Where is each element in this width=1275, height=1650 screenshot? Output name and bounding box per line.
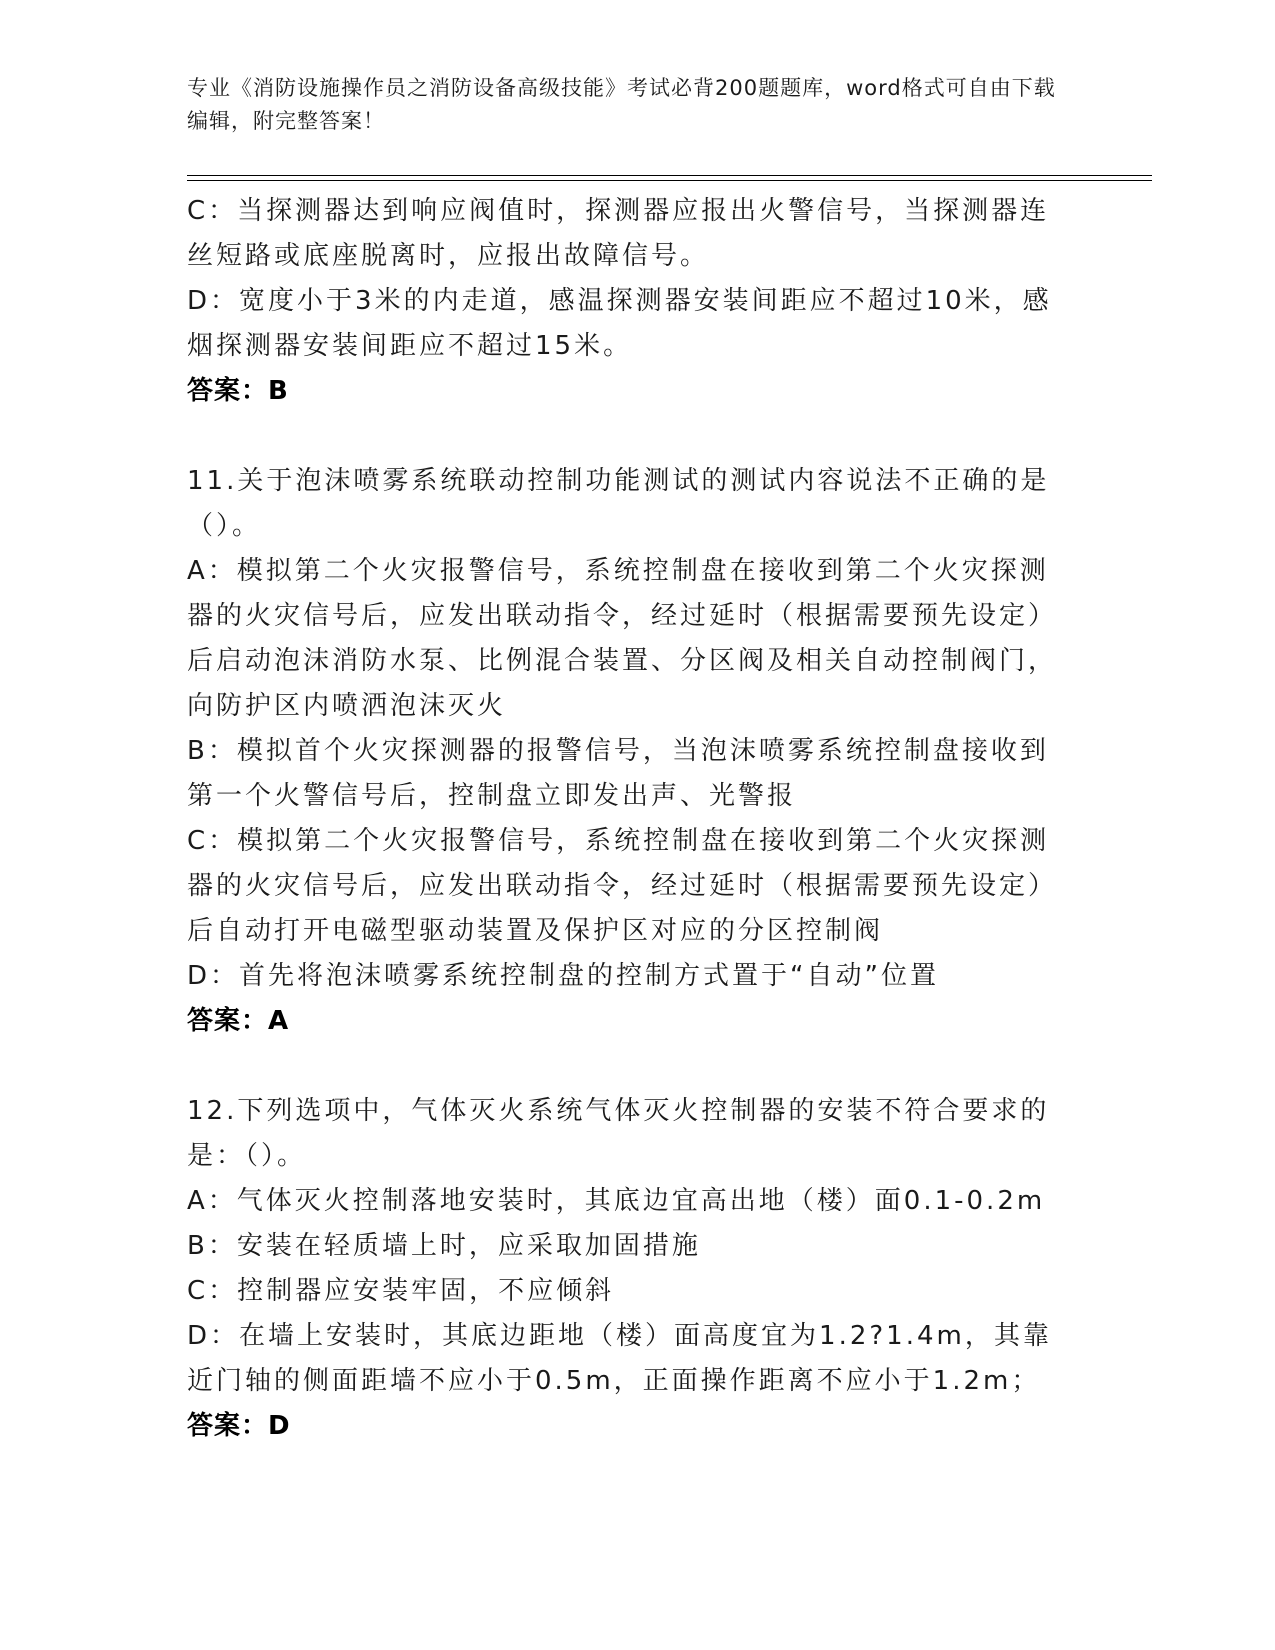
question-12: [187, 1089, 1067, 1449]
answer: 答案：A: [187, 1006, 290, 1036]
spacer: [187, 1044, 1067, 1089]
option-b: B：安装在轻质墙上时，应采取加固措施: [187, 1231, 701, 1261]
option-c: C：模拟第二个火灾报警信号，系统控制盘在接收到第二个火灾探测器的火灾信号后，应发出联动指令，经过延时（根据需要预先设定）后自动打开电磁型驱动装置及保护区对应的分区控制阀: [187, 826, 1058, 946]
option-c: C：控制器应安装牢固，不应倾斜: [187, 1276, 615, 1306]
question-11: [187, 459, 1067, 1044]
question-title: 11.关于泡沫喷雾系统联动控制功能测试的测试内容说法不正确的是（）。: [187, 466, 1050, 541]
option-d: D：宽度小于3米的内走道，感温探测器安装间距应不超过10米，感烟探测器安装间距应不超过15米。: [187, 286, 1052, 361]
option-c: C：当探测器达到响应阀值时，探测器应报出火警信号，当探测器连丝短路或底座脱离时，应报出故障信号。: [187, 196, 1050, 271]
previous-question-tail: [187, 189, 1067, 414]
answer: 答案：D: [187, 1411, 291, 1441]
spacer: [187, 414, 1067, 459]
question-title: 12.下列选项中，气体灭火系统气体灭火控制器的安装不符合要求的是：（）。: [187, 1096, 1050, 1171]
header-divider: [187, 175, 1152, 181]
option-a: A：模拟第二个火灾报警信号，系统控制盘在接收到第二个火灾探测器的火灾信号后，应发出联动指令，经过延时（根据需要预先设定）后启动泡沫消防水泵、比例混合装置、分区阀及相关自动控制阀门，向防护区内喷洒泡沫灭火: [187, 556, 1058, 721]
option-a: A：气体灭火控制落地安装时，其底边宜高出地（楼）面0.1-0.2m: [187, 1186, 1046, 1216]
option-d: D：首先将泡沫喷雾系统控制盘的控制方式置于“自动”位置: [187, 961, 939, 991]
document-body: [187, 189, 1067, 1449]
option-b: B：模拟首个火灾探测器的报警信号，当泡沫喷雾系统控制盘接收到第一个火警信号后，控制盘立即发出声、光警报: [187, 736, 1049, 811]
option-d: D：在墙上安装时，其底边距地（楼）面高度宜为1.2?1.4m，其靠近门轴的侧面距墙不应小于0.5m，正面操作距离不应小于1.2m；: [187, 1321, 1052, 1396]
answer: 答案：B: [187, 376, 289, 406]
page-header: 专业《消防设施操作员之消防设备高级技能》考试必背200题题库，word格式可自由下载编辑，附完整答案！: [187, 76, 1056, 133]
